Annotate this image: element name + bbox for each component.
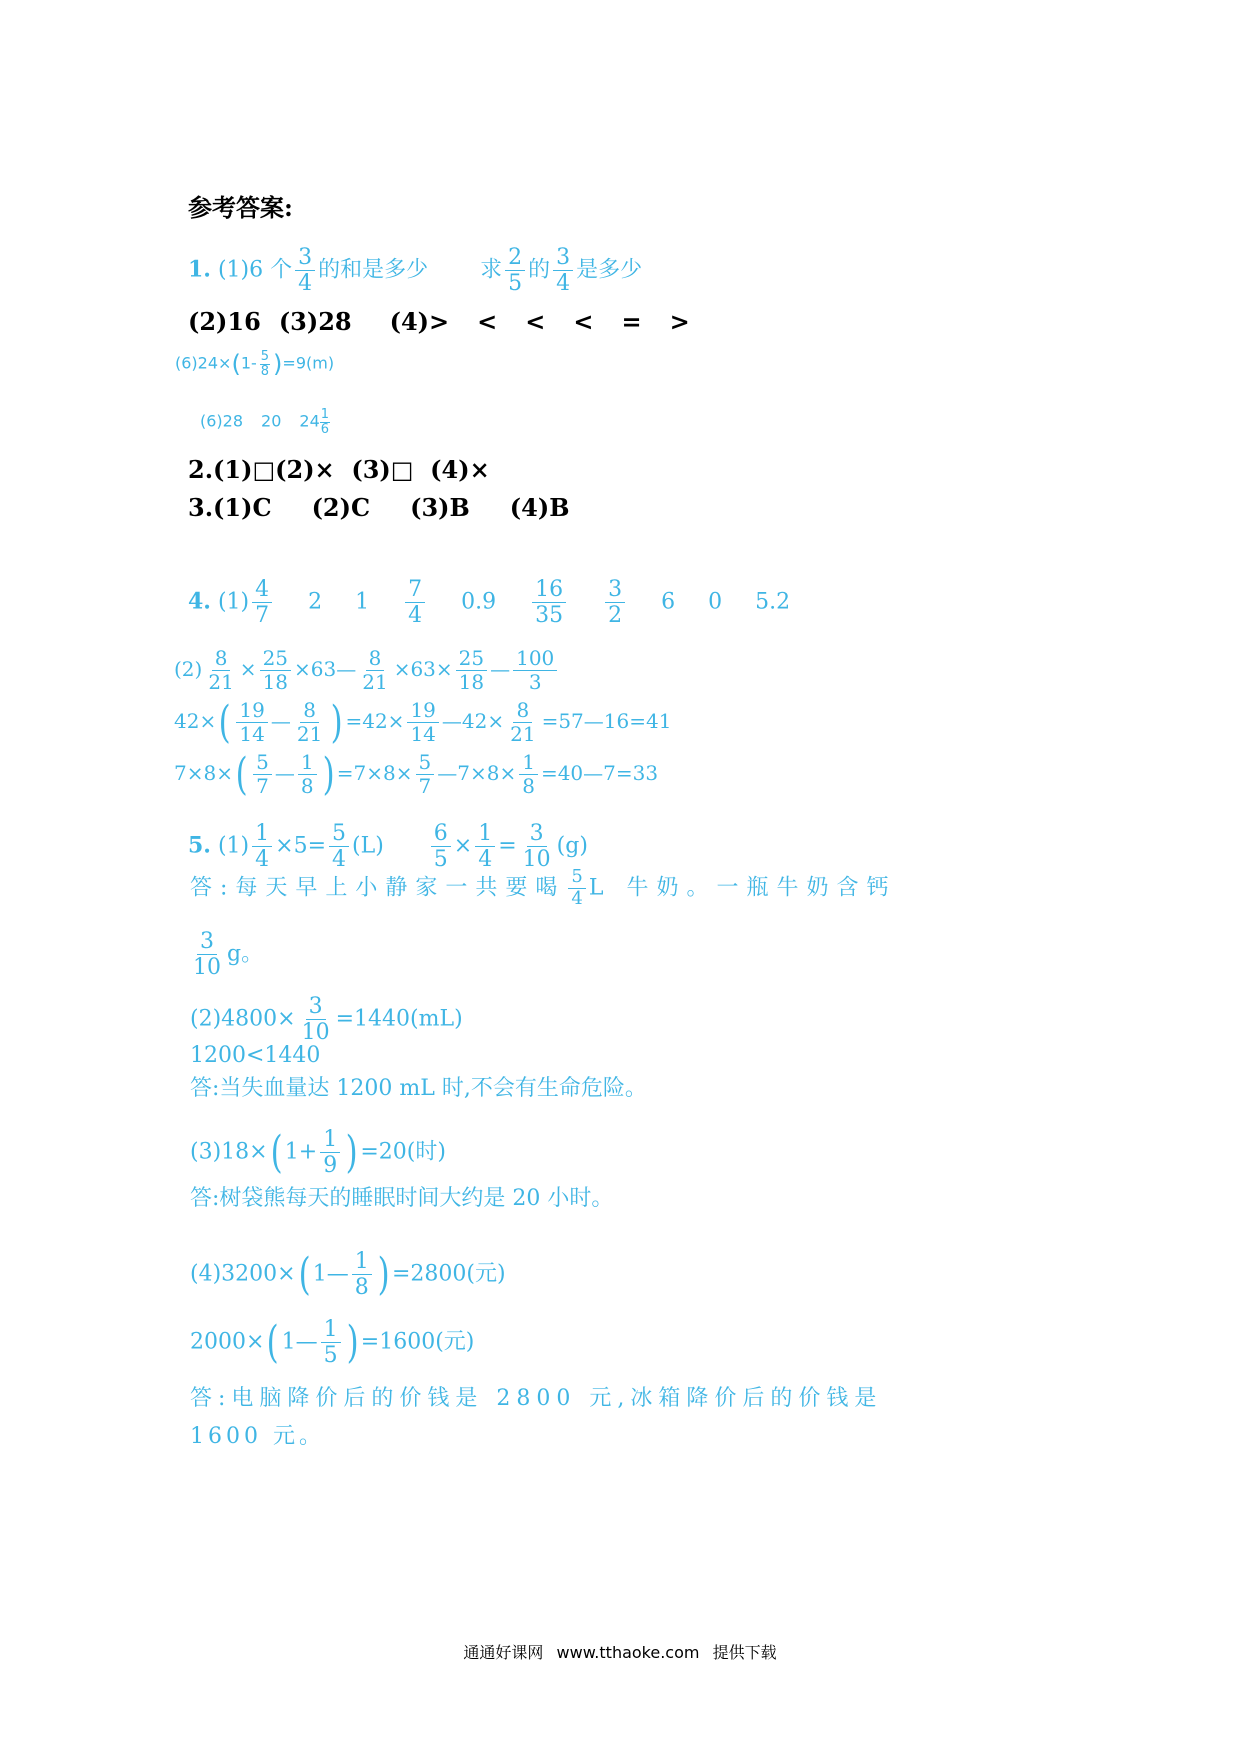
fraction: $\frac{3}{2}$ [605, 578, 625, 627]
answer-item: < [477, 307, 498, 336]
answers-heading: 参考答案: [188, 193, 293, 222]
fraction: $\frac{1}{6}$ [320, 407, 330, 437]
q4-row-2 [174, 648, 560, 693]
q5-line-1 [188, 822, 588, 871]
operator: × [453, 833, 473, 859]
fraction: $\frac{25}{18}$ [456, 648, 487, 693]
q5-answer-4: 答:电脑降价后的价钱是 2800 元,冰箱降价后的价钱是 [190, 1386, 883, 1411]
fraction: $\frac{6}{5}$ [431, 822, 451, 871]
fraction: $\frac{8}{21}$ [362, 646, 388, 694]
answer-item: 0.9 [461, 589, 497, 615]
q1-text-c: 求 [480, 257, 503, 283]
answer-item: < [573, 307, 594, 336]
expression-text: (g) [556, 833, 588, 859]
q5-line-2 [190, 995, 463, 1044]
expression-text: 42× [174, 709, 217, 733]
q5-answer-4-cont: 1600 元。 [190, 1424, 325, 1449]
expression-text: =2800(元) [391, 1261, 506, 1287]
page-footer [0, 1640, 1240, 1663]
fraction: $\frac{16}{35}$ [532, 578, 566, 627]
fraction: $\frac{25}{18}$ [260, 648, 291, 693]
fraction: $\frac{5}{4}$ [329, 822, 349, 871]
fraction: $\frac{1}{8}$ [352, 1250, 372, 1299]
fraction: $\frac{1}{8}$ [519, 752, 538, 797]
expression-text: (3)18× [190, 1139, 268, 1165]
fraction: $\frac{5}{8}$ [260, 349, 270, 379]
q4-row-4: 7×8×( $\frac{5}{7}$ — $\frac{1}{8}$ ) =7×8× $\frac{5}{7}$ —7×8× $\frac{1}{8}$ =40—7=33 [174, 748, 659, 800]
operator: × [239, 657, 257, 681]
answer-item: 3.(1)C [188, 493, 272, 522]
answer-item: (2)C [311, 493, 371, 522]
fraction: $\frac{19}{14}$ [407, 700, 438, 745]
q3-line [188, 493, 570, 522]
footer-site-name: 通通好课网 [463, 1643, 544, 1662]
expression-text: —7×8× [437, 761, 517, 785]
fraction: $\frac{3}{4}$ [553, 246, 573, 295]
expression-text: =42× [345, 709, 405, 733]
answer-item: = [621, 307, 642, 336]
q5-answer-1-cont [190, 930, 263, 979]
q5-line-3: (3)18×( 1+ $\frac{1}{9}$ ) =20(时) [190, 1126, 446, 1179]
q5-line-4: (4)3200×( 1— $\frac{1}{8}$ ) =2800(元) [190, 1248, 506, 1301]
fraction: $\frac{7}{4}$ [405, 578, 425, 627]
answer-item: 1 [355, 589, 370, 615]
expression-text: =57—16=41 [541, 709, 672, 733]
answer-item: (4)> [389, 307, 450, 336]
q1-l3-text: 1- [240, 353, 257, 373]
expression-text: (4)3200× [190, 1261, 296, 1287]
fraction: $\frac{4}{7}$ [252, 578, 272, 627]
fraction: $\frac{1}{5}$ [321, 1318, 341, 1367]
answer-text: 答:每天早上小静家一共要喝 [190, 875, 566, 901]
answer-item: < [525, 307, 546, 336]
q5-answer-3: 答:树袋熊每天的睡眠时间大约是 20 小时。 [190, 1186, 614, 1211]
fraction: $\frac{3}{10}$ [522, 821, 551, 873]
answer-item: (4)B [509, 493, 570, 522]
fraction: $\frac{2}{5}$ [505, 246, 525, 295]
expression-text: (2)4800× [190, 1006, 296, 1032]
fraction: $\frac{5}{7}$ [253, 752, 272, 797]
q1-text-b: 的和是多少 [318, 257, 429, 283]
fraction: $\frac{19}{14}$ [236, 700, 267, 745]
expression-text: =1600(元) [360, 1329, 475, 1355]
footer-download-text: 提供下载 [712, 1643, 777, 1662]
fraction: $\frac{3}{10}$ [193, 929, 221, 981]
q5-number: 5. [188, 832, 211, 859]
answer-item: (3)B [410, 493, 470, 522]
answer-item: 20 [261, 411, 282, 431]
fraction: $\frac{100}{3}$ [513, 648, 557, 693]
expression-text: =20(时) [360, 1139, 446, 1165]
fraction: $\frac{1}{4}$ [475, 822, 495, 871]
expression-text: ×5= [275, 833, 327, 859]
q2-line: 2.(1)□(2)× (3)□ (4)× [188, 455, 490, 484]
q1-line-4 [200, 408, 333, 436]
q5-label: (1) [217, 833, 250, 859]
expression-text: =7×8× [336, 761, 413, 785]
q5-line-4b: 2000×( 1— $\frac{1}{5}$ ) =1600(元) [190, 1316, 475, 1369]
q5-answer-2: 答:当失血量达 1200 mL 时,不会有生命危险。 [190, 1076, 647, 1101]
expression-text: 7×8× [174, 761, 233, 785]
q4-label: (2) [174, 657, 203, 681]
q4-row-1 [188, 578, 790, 627]
footer-url[interactable]: www.tthaoke.com [556, 1643, 700, 1662]
q1-line-1 [188, 246, 642, 295]
answer-item: (6)28 [200, 411, 244, 431]
expression-text: =40—7=33 [540, 761, 659, 785]
q1-text-a: (1)6 个 [217, 257, 293, 283]
q4-row-3: 42×( $\frac{19}{14}$ — $\frac{8}{21}$ ) =42× $\frac{19}{14}$ —42× $\frac{8}{21}$ =57—16=41 [174, 696, 672, 748]
expression-text: — [490, 657, 511, 681]
expression-text: —42× [441, 709, 505, 733]
answer-item: 2 [308, 589, 323, 615]
answer-item: 6 [661, 589, 676, 615]
fraction: $\frac{1}{4}$ [252, 822, 272, 871]
fraction: $\frac{3}{4}$ [295, 246, 315, 295]
fraction: $\frac{8}{21}$ [296, 698, 323, 746]
expression-text: =1440(mL) [335, 1006, 463, 1032]
answer-item: (3)28 [278, 307, 352, 336]
q5-comparison: 1200<1440 [190, 1043, 321, 1068]
answer-text: g。 [227, 941, 264, 967]
q1-line-3: (6)24×(1- $\frac{5}{8}$ )=9(m) [175, 349, 335, 379]
answer-text: L 牛奶。一瓶牛奶含钙 [588, 875, 897, 901]
fraction: $\frac{8}{21}$ [510, 698, 536, 746]
q4-label: (1) [217, 589, 250, 615]
operator: — [270, 709, 291, 733]
q1-l3-text: =9(m) [282, 353, 335, 373]
expression-text: 1+ [284, 1139, 318, 1165]
fraction: $\frac{5}{4}$ [568, 868, 585, 909]
q1-number: 1. [188, 256, 211, 283]
fraction: $\frac{3}{10}$ [301, 994, 330, 1046]
answer-item: 5.2 [755, 589, 791, 615]
q1-text-d: 的 [528, 257, 551, 283]
operator: — [274, 761, 295, 785]
q1-l3-text: (6)24× [175, 353, 232, 373]
q4-number: 4. [188, 588, 211, 615]
operator: = [498, 833, 517, 859]
q1-line-2 [188, 307, 690, 336]
q5-answer-1 [190, 868, 896, 909]
fraction: $\frac{1}{9}$ [320, 1128, 340, 1177]
expression-text: ×63× [393, 657, 453, 681]
expression-text: 2000× [190, 1329, 265, 1355]
fraction: $\frac{5}{7}$ [416, 752, 435, 797]
fraction: $\frac{1}{8}$ [298, 752, 317, 797]
fraction: $\frac{8}{21}$ [208, 646, 234, 694]
expression-text: ×63— [294, 657, 357, 681]
answer-item: > [669, 307, 690, 336]
answer-item: 0 [708, 589, 723, 615]
answer-item: (2)16 [188, 307, 261, 336]
expression-text: (L) [352, 833, 384, 859]
q1-text-e: 是多少 [576, 257, 643, 283]
expression-text: 1— [312, 1261, 349, 1287]
answer-item: 24 [299, 411, 320, 431]
expression-text: 1— [281, 1329, 318, 1355]
